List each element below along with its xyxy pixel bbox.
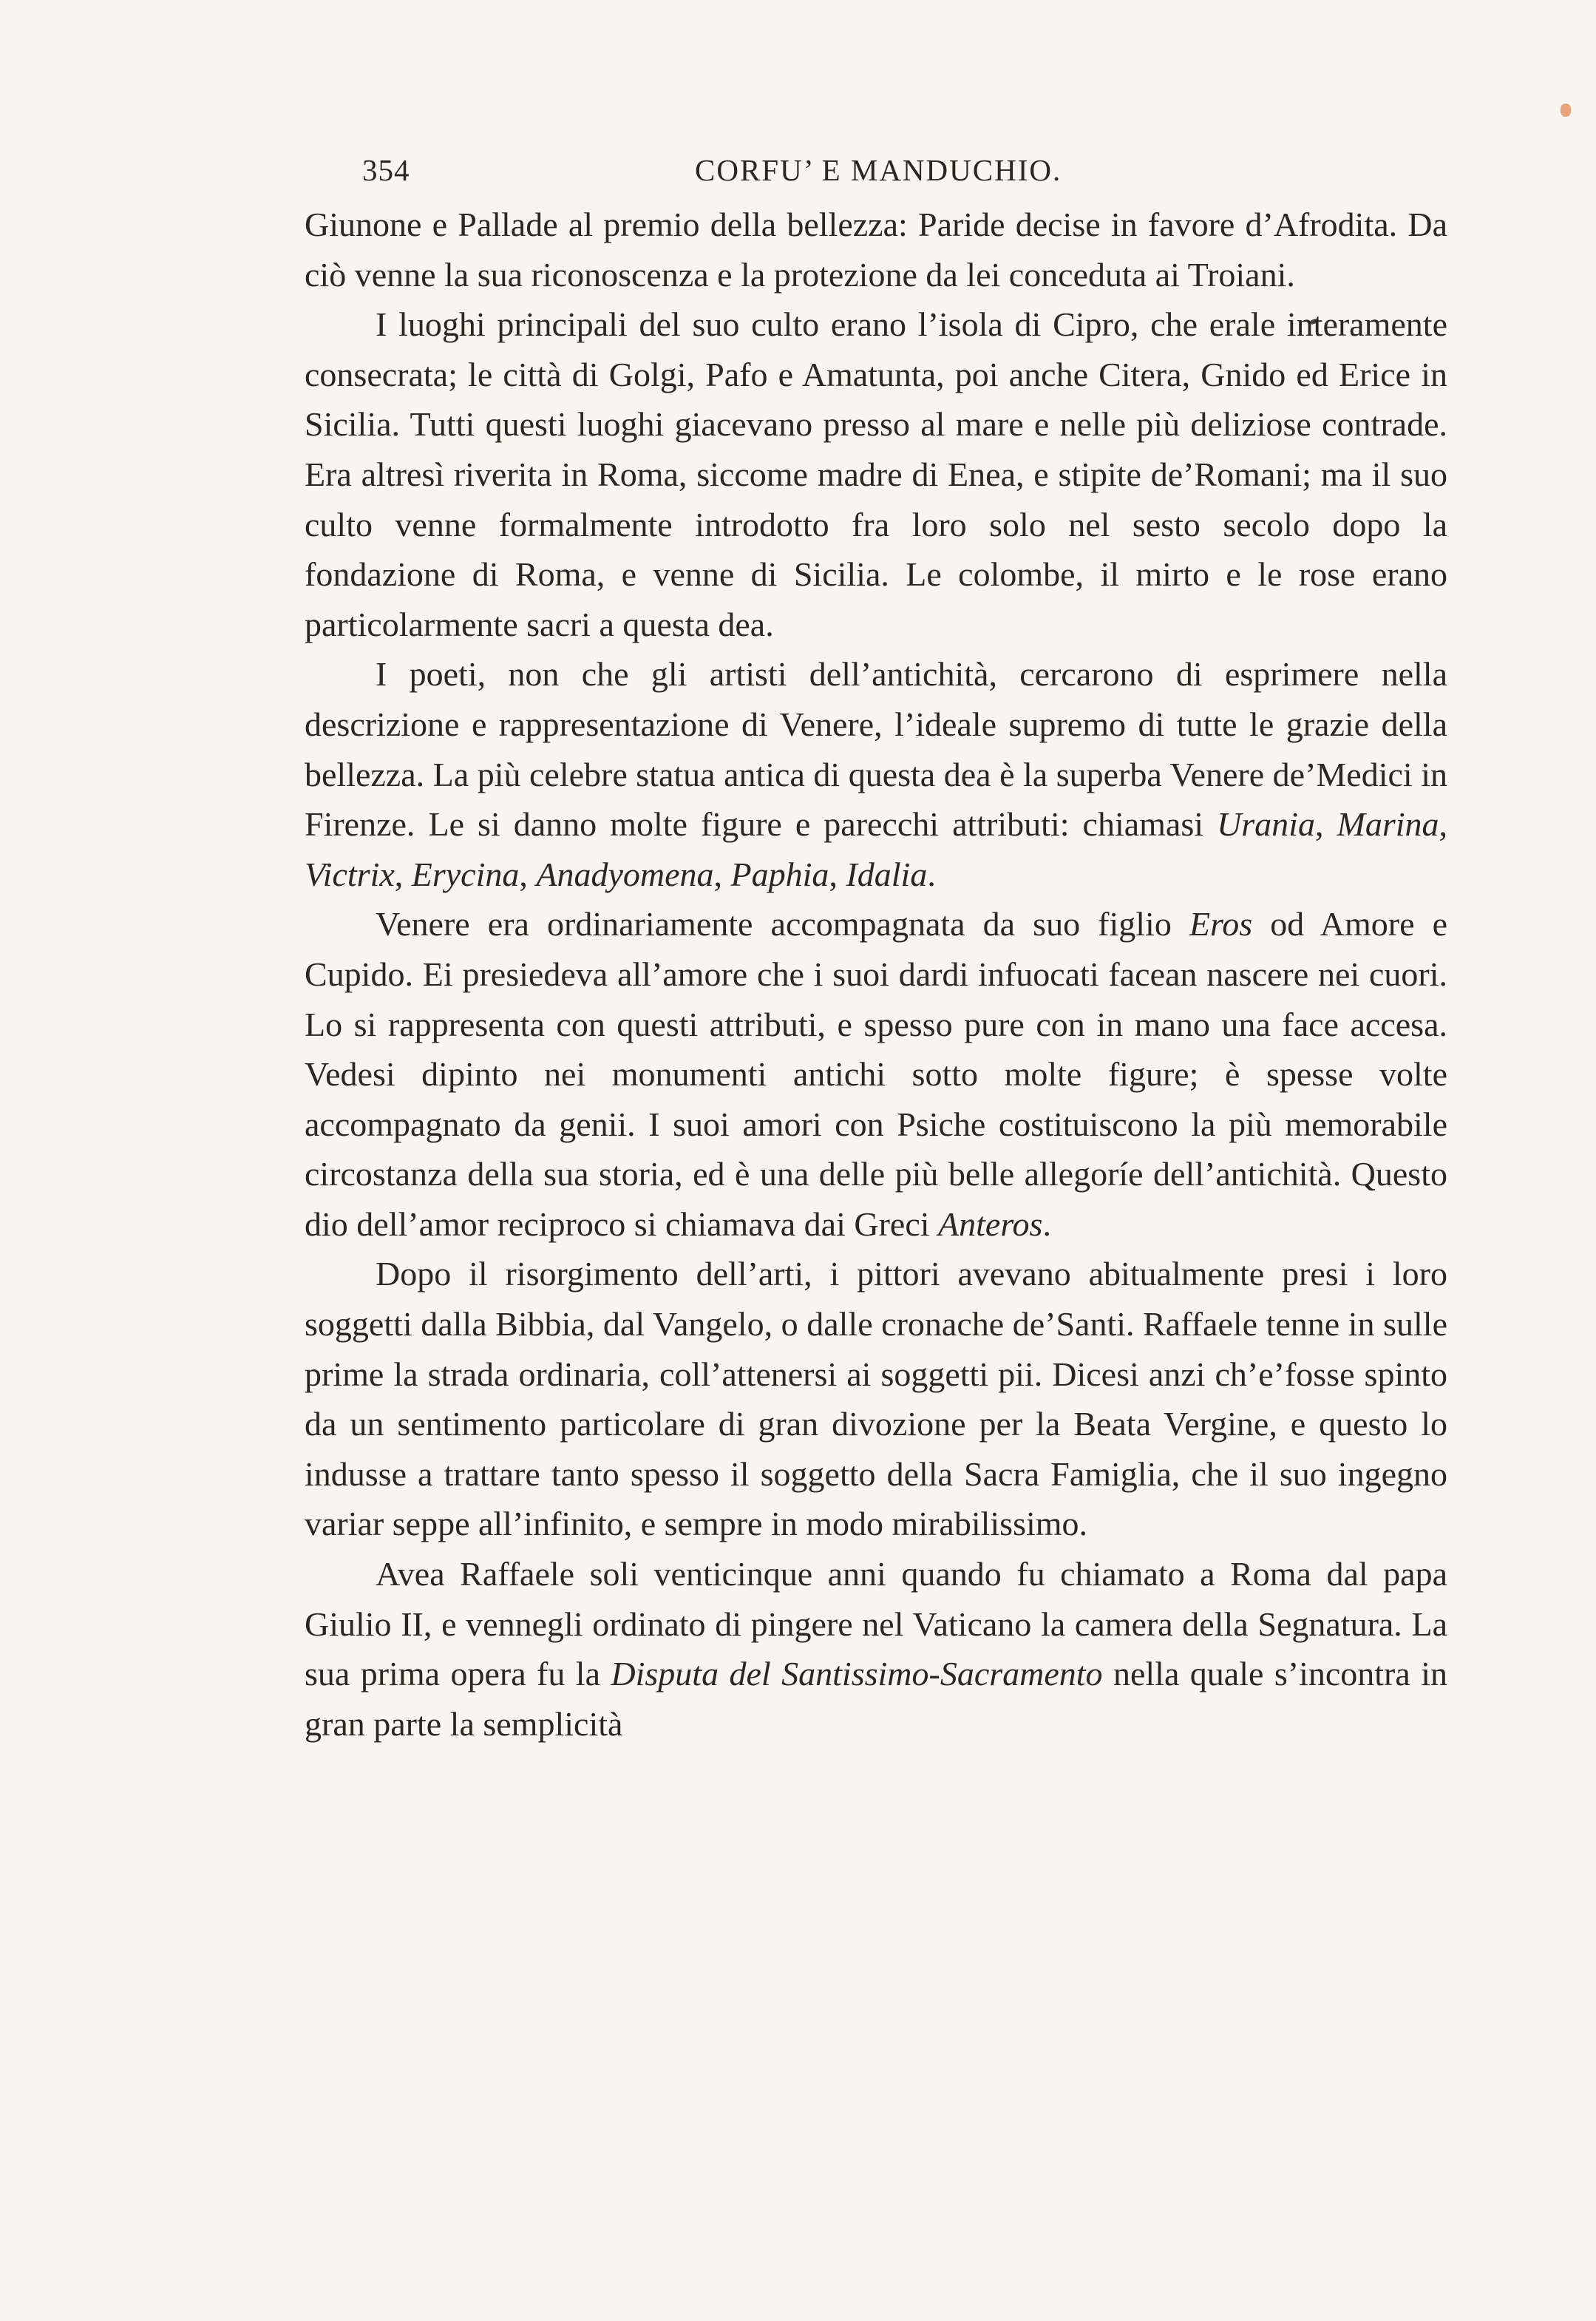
text-run: ,: [1439, 805, 1448, 844]
text-run: Dopo il risorgimento dell’arti, i pittori avevano abitualmente presi i loro soggetti dalla Bibbia, dal Vangelo, o dalle cronache de’Santi. Raffaele tenne in sulle prime la strada ordinaria, coll’attenersi ai soggetti pii. Dicesi anzi ch’e’fosse spinto da un sentimento particolare di gran divozione per la Beata Vergine, e questo lo indusse a trattare tanto spesso il soggetto della Sacra Famiglia, che il suo ingegno variar seppe all’infinito, e sempre in modo mirabilissimo.: [305, 1255, 1447, 1543]
italic-term: Urania: [1217, 805, 1315, 844]
running-title: CORFU’ E MANDUCHIO.: [695, 153, 1062, 187]
text-run: ,: [713, 855, 731, 893]
text-run: Giunone e Pallade al premio della bellezza: Paride decise in favore d’Afrodita. Da ciò venne la sua riconoscenza e la protezione da lei conceduta ai Troiani.: [305, 206, 1447, 294]
italic-term: Eros: [1189, 905, 1253, 943]
paragraph: [305, 1249, 1447, 1549]
text-run: .: [1042, 1204, 1051, 1243]
text-run: ,: [519, 855, 537, 893]
text-run: ,: [829, 855, 846, 893]
italic-term: Paphia: [730, 855, 829, 893]
paragraph: [305, 899, 1447, 1249]
text-run: ,: [1314, 805, 1337, 844]
italic-term: Erycina: [411, 855, 520, 893]
paragraph: [305, 299, 1447, 649]
paragraph: [305, 649, 1447, 899]
text-run: ,: [394, 855, 412, 893]
paper-stain: [1561, 104, 1571, 117]
text-run: nella quale s’incontra in gran parte la semplicità: [305, 1655, 1447, 1743]
italic-term: Anadyomena: [536, 855, 714, 893]
paragraph: [305, 1549, 1447, 1749]
text-run: .: [927, 855, 936, 893]
italic-term: Marina: [1337, 805, 1439, 844]
italic-term: Anteros: [938, 1204, 1043, 1243]
text-run: I luoghi principali del suo culto erano l’isola di Cipro, che erale interamente consecrata; le città di Golgi, Pafo e Amatunta, poi anche Citera, Gnido ed Erice in Sicilia. Tutti questi luoghi giacevano presso al mare e nelle più deliziose contrade. Era altresì riverita in Roma, siccome madre di Enea, e stipite de’Romani; ma il suo culto venne formalmente introdotto fra loro solo nel sesto secolo dopo la fondazione di Roma, e venne di Sicilia. Le colombe, il mirto e le rose erano particolarmente sacri a questa dea.: [305, 305, 1447, 643]
body-text: [305, 200, 1447, 1749]
text-run: Avea Raffaele soli venticinque anni quando fu chiamato a Roma dal papa Giulio II, e vennegli ordinato di pingere nel Vaticano la camera della Segnatura. La sua prima opera fu la: [305, 1555, 1447, 1693]
page-number: 354: [362, 153, 410, 187]
running-head: [305, 152, 1447, 197]
italic-term: Disputa del Santissimo-Sacramento: [611, 1655, 1103, 1693]
italic-term: Idalia: [846, 855, 928, 893]
italic-term: Victrix: [305, 855, 395, 893]
text-run: I poeti, non che gli artisti dell’antichità, cercarono di esprimere nella descrizione e rappresentazione di Venere, l’ideale supremo di tutte le grazie della bellezza. La più celebre statua antica di questa dea è la superba Venere de’Medici in Firenze. Le si danno molte figure e parecchi attributi: chiamasi: [305, 655, 1447, 844]
text-run: od Amore e Cupido. Ei presiedeva all’amore che i suoi dardi infuocati facean nascere nei cuori. Lo si rappresenta con questi attributi, e spesso pure con in mano una face accesa. Vedesi dipinto nei monumenti antichi sotto molte figure; è spesse volte accompagnato da genii. I suoi amori con Psiche costituiscono la più memorabile circostanza della sua storia, ed è una delle più belle allegoríe dell’antichità. Questo dio dell’amor reciproco si chiamava dai Greci: [305, 905, 1447, 1243]
text-run: Venere era ordinariamente accompagnata da suo figlio: [376, 905, 1189, 943]
paragraph: [305, 200, 1447, 299]
